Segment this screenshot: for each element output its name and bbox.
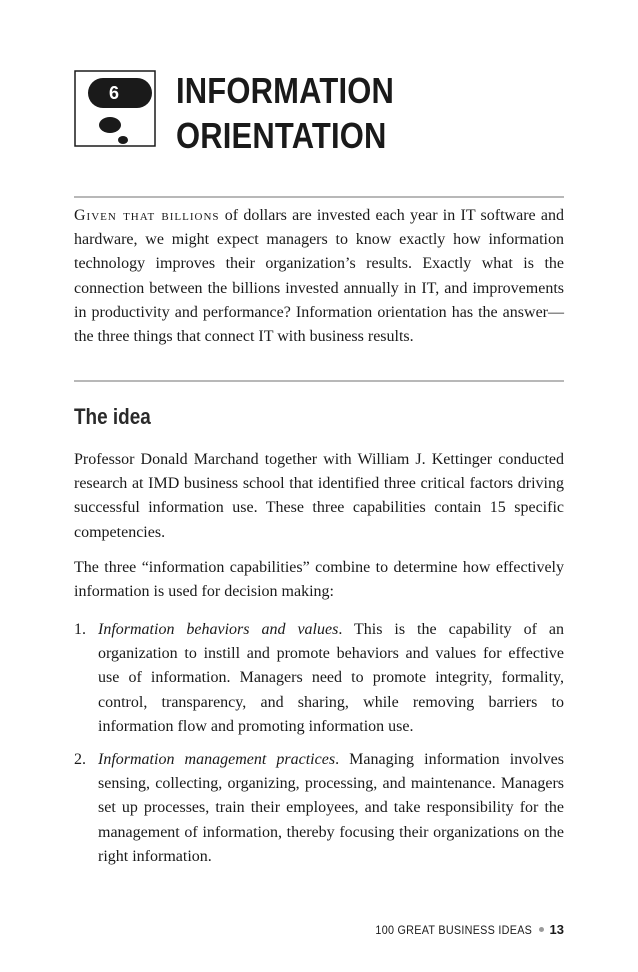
chapter-title-line2: ORIENTATION — [176, 115, 387, 156]
footer-book-title: 100 GREAT BUSINESS IDEAS — [375, 922, 533, 937]
chapter-title-line1: INFORMATION — [176, 70, 395, 111]
list-item — [74, 748, 564, 869]
footer-separator-dot-icon — [539, 927, 544, 932]
page-footer — [358, 922, 564, 937]
chapter-number: 6 — [108, 83, 120, 103]
intro-body: of dollars are invested each year in IT software and hardware, we might expect managers to know exactly how information technology improves their organization’s results. Exactly what is the connection between the billions invested annually in IT, and improvements in productivity and performance? Information orientation has the answer—the three things that connect IT with business results. — [74, 207, 564, 346]
list-item-term: Information management practices — [98, 751, 336, 768]
intro-top-divider — [74, 196, 564, 198]
list-item-body: . Managing information involves sensing, collecting, organizing, processing, and maintenance. Managers set up processes, train their employees, and take responsibility for the management of information, thereby focusing their organizations on the right information. — [98, 751, 564, 865]
list-item-number: 2. — [74, 751, 86, 768]
intro-bottom-divider — [74, 380, 564, 382]
list-item — [74, 618, 564, 739]
list-item-number: 1. — [74, 621, 86, 638]
intro-lead-in: Given that billions — [74, 207, 220, 224]
list-item-body: . This is the capability of an organization to instill and promote behaviors and values for effective use of information. Managers need to promote integrity, formality, control, transparency, and sharing, while removing barriers to information flow and promoting information use. — [98, 621, 565, 735]
list-item-term: Information behaviors and values — [98, 621, 339, 638]
thought-bubble-dot-icon — [99, 117, 121, 133]
body-paragraph-1: Professor Donald Marchand together with William J. Kettinger conducted research at IMD business school that identified three critical factors driving successful information use. These three capabilities contain 15 specific competencies. — [74, 451, 564, 541]
chapter-title — [176, 68, 394, 158]
chapter-number-badge — [74, 70, 158, 148]
capabilities-list-part-1 — [74, 618, 564, 739]
body-paragraph-2: The three “information capabilities” combine to determine how effectively information is used for decision making: — [74, 559, 564, 601]
capabilities-list-part-2 — [74, 748, 564, 869]
section-heading: The idea — [74, 404, 151, 429]
page-number: 13 — [549, 922, 564, 937]
intro-paragraph — [74, 204, 564, 349]
thought-bubble-small-dot-icon — [118, 136, 128, 144]
